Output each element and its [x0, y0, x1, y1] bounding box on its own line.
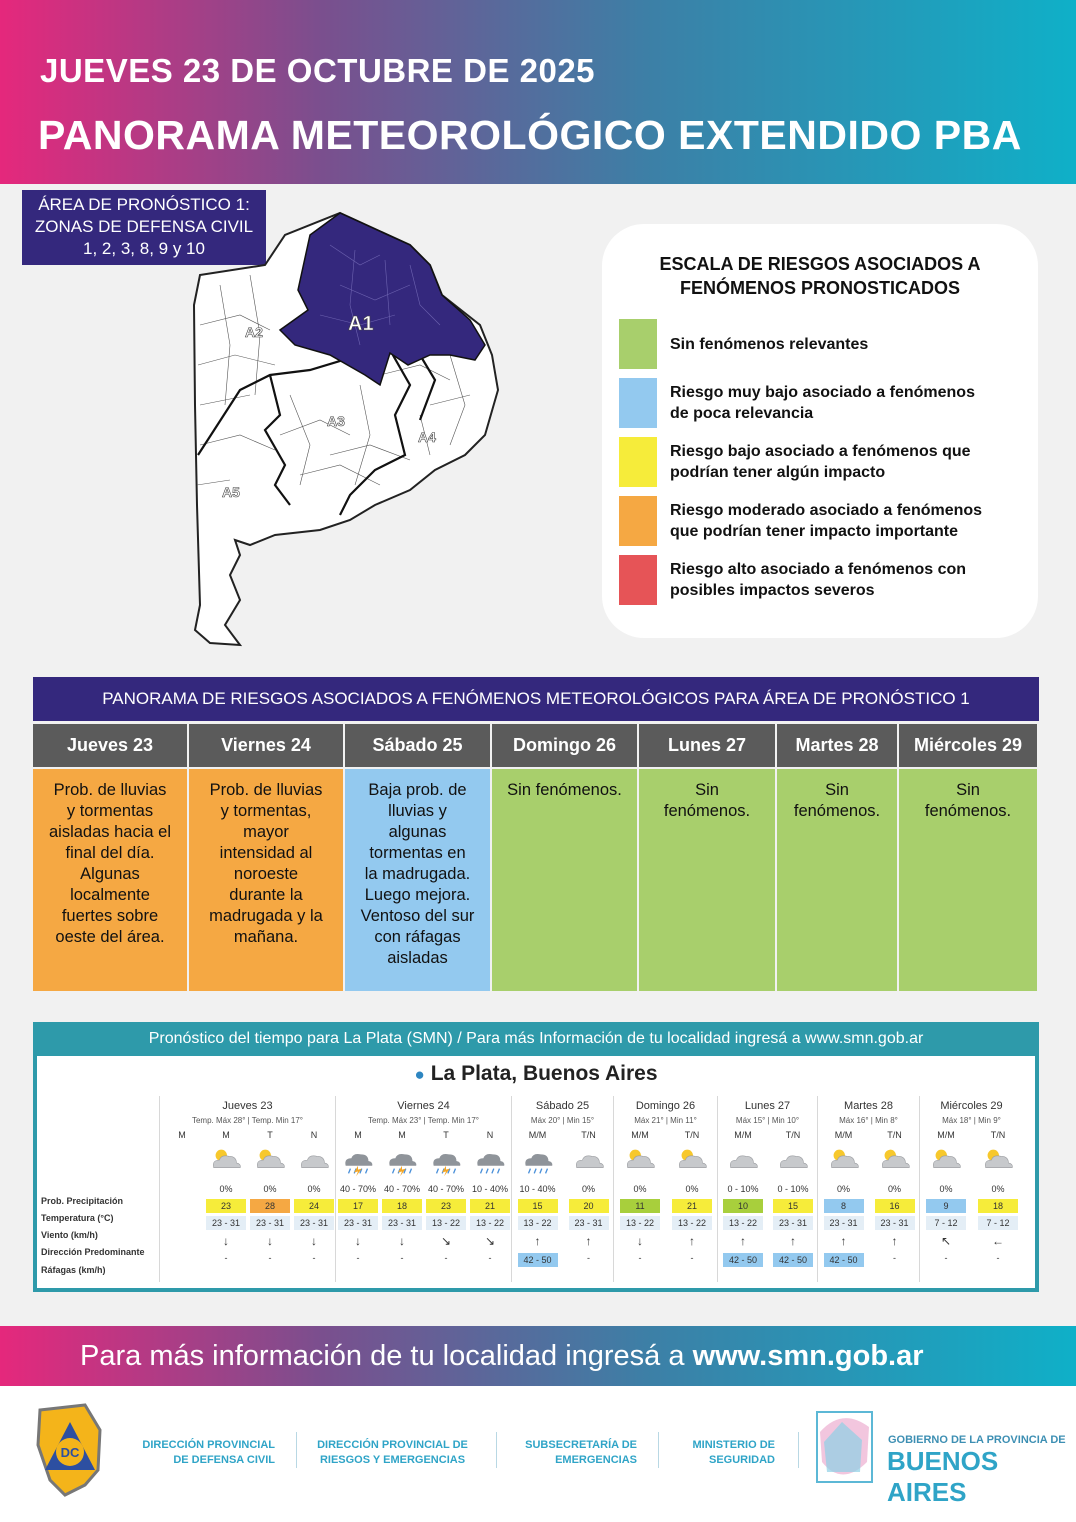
- wind-direction-arrow: ↑: [740, 1234, 746, 1248]
- precip-value: 0 - 10%: [777, 1184, 809, 1194]
- smn-day-temps: Máx 15° | Min 10°: [735, 1116, 800, 1125]
- wind-direction-arrow: ↑: [585, 1234, 592, 1248]
- wind-direction-arrow: ↑: [534, 1234, 541, 1248]
- period-label: M/M: [834, 1130, 853, 1140]
- wind-value: 23 - 31: [875, 1216, 915, 1230]
- page-title: PANORAMA METEOROLÓGICO EXTENDIDO PBA: [38, 112, 1022, 158]
- precip-value: 0%: [581, 1184, 595, 1194]
- period-label: M: [398, 1130, 406, 1140]
- gust-value: -: [312, 1253, 316, 1263]
- risk-day-header: Viernes 24: [189, 724, 343, 767]
- gust-value: -: [893, 1253, 896, 1263]
- risk-description-line: mayor: [243, 823, 289, 841]
- logos-strip: [0, 1386, 1076, 1522]
- risk-description-line: Prob. de lluvias: [53, 781, 167, 799]
- partly-cloudy-icon: [622, 1146, 658, 1178]
- province-shield-logo: [812, 1402, 882, 1492]
- cloudy-icon: [775, 1146, 811, 1178]
- smn-day-name: Domingo 26: [635, 1100, 696, 1112]
- smn-day-name: Miércoles 29: [940, 1100, 1003, 1112]
- dc-badge-text: DC: [60, 1445, 80, 1460]
- smn-day-column: [717, 1096, 817, 1282]
- legend-swatch: [619, 319, 657, 369]
- smn-day-column: [511, 1096, 613, 1282]
- precip-value: 10 - 40%: [519, 1184, 556, 1194]
- smn-location: ● La Plata, Buenos Aires: [414, 1062, 658, 1085]
- partly-cloudy-icon: [877, 1146, 913, 1178]
- smn-day-temps: Máx 21° | Min 11°: [634, 1116, 697, 1125]
- smn-day-temps: Temp. Máx 28° | Temp. Min 17°: [191, 1116, 304, 1125]
- risk-day-column: [777, 724, 897, 991]
- smn-day-column: [613, 1096, 717, 1282]
- wind-direction-arrow: ↓: [311, 1234, 317, 1248]
- temp-value: 15: [773, 1199, 813, 1213]
- gust-value: 42 - 50: [518, 1253, 558, 1267]
- temp-value: 17: [338, 1199, 378, 1213]
- risk-description-line: algunas: [388, 823, 447, 841]
- gust-value: 42 - 50: [824, 1253, 864, 1267]
- period-label: T: [443, 1130, 449, 1140]
- risk-description-line: localmente: [70, 886, 150, 904]
- precip-value: 0%: [263, 1184, 277, 1194]
- cloudy-icon: [296, 1146, 332, 1178]
- period-label: T/N: [684, 1130, 700, 1140]
- divider: [798, 1432, 799, 1468]
- wind-value: 23 - 31: [824, 1216, 864, 1230]
- smn-day-temps: Máx 20° | Min 15°: [530, 1116, 595, 1125]
- period-label: M: [222, 1130, 230, 1140]
- temp-value: 21: [470, 1199, 510, 1213]
- wind-direction-arrow: ↑: [790, 1234, 796, 1248]
- wind-value: 23 - 31: [206, 1216, 246, 1230]
- wind-direction-arrow: ↑: [689, 1234, 695, 1248]
- legend-item: Sin fenómenos relevantes: [619, 319, 1019, 369]
- wind-value: 23 - 31: [382, 1216, 422, 1230]
- wind-value: 13 - 22: [426, 1216, 466, 1230]
- risk-day-column: [189, 724, 343, 991]
- gust-value: -: [587, 1253, 590, 1263]
- period-label: M/M: [937, 1130, 955, 1140]
- rain-icon: [472, 1146, 508, 1178]
- wind-direction-arrow: ←: [992, 1234, 1004, 1248]
- temp-value: 15: [518, 1199, 558, 1213]
- wind-direction-arrow: ↘: [440, 1234, 452, 1248]
- risk-description-line: y tormentas,: [220, 802, 312, 820]
- temp-value: 24: [294, 1199, 334, 1213]
- footer-url-link[interactable]: www.smn.gob.ar: [692, 1340, 924, 1372]
- legend-item: Riesgo bajo asociado a fenómenos que podrían tener algún impacto: [619, 437, 1019, 487]
- storm-icon: [340, 1146, 376, 1178]
- risk-legend: [602, 224, 1038, 638]
- wind-value: 13 - 22: [518, 1216, 558, 1230]
- wind-direction-arrow: ↓: [399, 1234, 405, 1248]
- risk-description-line: Sin: [695, 781, 719, 799]
- wind-value: 13 - 22: [723, 1216, 763, 1230]
- precip-value: 40 - 70%: [427, 1184, 465, 1194]
- precip-value: 10 - 40%: [471, 1184, 509, 1194]
- risk-day-header: Miércoles 29: [899, 724, 1037, 767]
- header-banner: [0, 0, 1076, 184]
- divider: [296, 1432, 297, 1468]
- legend-swatch: [619, 378, 657, 428]
- legend-item: Riesgo muy bajo asociado a fenómenos de poca relevancia: [619, 378, 1019, 428]
- risk-description-line: final del día.: [65, 844, 155, 862]
- smn-day-column: [817, 1096, 919, 1282]
- gov-label-small: GOBIERNO DE LA PROVINCIA DE: [888, 1434, 1066, 1446]
- row-label-direction: Dirección Predominante: [41, 1247, 145, 1257]
- risk-day-column: [33, 724, 187, 991]
- legend-swatch: [619, 496, 657, 546]
- gov-label-big: BUENOS AIRES: [887, 1446, 999, 1507]
- risk-day-description: [345, 769, 490, 991]
- temp-value: 23: [426, 1199, 466, 1213]
- temp-value: 28: [250, 1199, 290, 1213]
- gust-value: -: [996, 1253, 1000, 1263]
- risk-description-line: aisladas: [387, 949, 448, 967]
- area-box-line: ÁREA DE PRONÓSTICO 1:: [38, 195, 250, 214]
- row-label-gusts: Ráfagas (km/h): [41, 1265, 106, 1275]
- wind-direction-arrow: ↑: [840, 1234, 847, 1248]
- gust-value: -: [488, 1253, 492, 1263]
- storm-icon: [428, 1146, 464, 1178]
- risk-day-column: [492, 724, 637, 991]
- risk-description-line: mañana.: [233, 928, 299, 946]
- cloudy-icon: [725, 1146, 761, 1178]
- partly-cloudy-icon: [980, 1146, 1016, 1178]
- rain-icon: [520, 1146, 556, 1178]
- wind-value: 7 - 12: [926, 1216, 966, 1230]
- divider: [658, 1432, 659, 1468]
- precip-value: 0 - 10%: [727, 1184, 759, 1194]
- risk-description-line: aisladas hacia el: [49, 823, 171, 841]
- smn-day-name: Lunes 27: [744, 1100, 791, 1112]
- map-label-a1: A1: [348, 313, 374, 335]
- precip-value: 0%: [219, 1184, 233, 1194]
- map-label-a2: A2: [245, 324, 263, 340]
- wind-direction-arrow: ↓: [223, 1234, 229, 1248]
- precip-value: 0%: [685, 1184, 699, 1194]
- wind-direction-arrow: ↖: [940, 1234, 952, 1248]
- partly-cloudy-icon: [252, 1146, 288, 1178]
- temp-value: 16: [875, 1199, 915, 1213]
- org-emergencias: SUBSECRETARÍA DE EMERGENCIAS: [525, 1439, 637, 1466]
- temp-value: 20: [569, 1199, 609, 1213]
- temp-value: 10: [723, 1199, 763, 1213]
- precip-value: 0%: [939, 1184, 953, 1194]
- period-label: T/N: [785, 1130, 801, 1140]
- precip-value: 40 - 70%: [339, 1184, 377, 1194]
- gust-value: -: [638, 1253, 642, 1263]
- footer-text: Para más información de tu localidad ingresá a: [80, 1340, 693, 1372]
- smn-day-name: Sábado 25: [535, 1100, 590, 1112]
- area-box-line: ZONAS DE DEFENSA CIVIL: [34, 217, 254, 236]
- wind-value: 13 - 22: [672, 1216, 712, 1230]
- period-label: T/N: [990, 1130, 1006, 1140]
- wind-direction-arrow: ↑: [891, 1234, 898, 1248]
- gust-value: -: [444, 1253, 448, 1263]
- map-label-a5: A5: [222, 484, 240, 500]
- risk-description-line: madrugada y la: [209, 907, 323, 925]
- gust-value: -: [224, 1253, 228, 1263]
- period-label: T/N: [581, 1130, 596, 1140]
- wind-value: 23 - 31: [569, 1216, 609, 1230]
- smn-day-temps: Máx 18° | Min 9°: [942, 1116, 1001, 1125]
- smn-panel-header: Pronóstico del tiempo para La Plata (SMN) / Para más Información de tu localidad ingresá a www.smn.gob.ar: [37, 1022, 1035, 1056]
- temp-value: 18: [382, 1199, 422, 1213]
- risk-description-line: intensidad al: [219, 844, 313, 862]
- risk-day-column: [639, 724, 775, 991]
- period-label: N: [310, 1130, 318, 1140]
- period-label: M/M: [734, 1130, 752, 1140]
- wind-direction-arrow: ↓: [355, 1234, 361, 1248]
- partly-cloudy-icon: [826, 1146, 862, 1178]
- risk-description-line: lluvias y: [388, 802, 447, 820]
- precip-value: 0%: [991, 1184, 1005, 1194]
- period-label: M: [178, 1130, 186, 1140]
- smn-day-column: [335, 1096, 511, 1282]
- temp-value: 23: [206, 1199, 246, 1213]
- risk-description-line: fenómenos.: [793, 802, 881, 820]
- wind-value: 23 - 31: [250, 1216, 290, 1230]
- gust-value: -: [268, 1253, 272, 1263]
- risk-day-column: [899, 724, 1037, 991]
- risk-day-description: [189, 769, 343, 991]
- row-label-wind: Viento (km/h): [41, 1230, 98, 1240]
- area-box-line: 1, 2, 3, 8, 9 y 10: [83, 239, 205, 258]
- precip-value: 40 - 70%: [383, 1184, 421, 1194]
- risk-day-description: [639, 769, 775, 991]
- cloudy-icon: [571, 1146, 607, 1178]
- gust-value: 42 - 50: [723, 1253, 763, 1267]
- report-date: JUEVES 23 DE OCTUBRE DE 2025: [40, 52, 596, 89]
- wind-direction-arrow: ↓: [637, 1234, 643, 1248]
- period-label: M: [354, 1130, 362, 1140]
- wind-value: 7 - 12: [978, 1216, 1018, 1230]
- period-label: T: [267, 1130, 273, 1140]
- temp-value: 11: [620, 1199, 660, 1213]
- smn-day-temps: Máx 16° | Min 8°: [839, 1116, 898, 1125]
- temp-value: 9: [926, 1199, 966, 1213]
- risk-table-title: PANORAMA DE RIESGOS ASOCIADOS A FENÓMENOS METEOROLÓGICOS PARA ÁREA DE PRONÓSTICO 1: [33, 677, 1039, 721]
- risk-day-description: [33, 769, 187, 991]
- risk-description-line: tormentas en: [369, 844, 466, 862]
- legend-title: ESCALA DE RIESGOS ASOCIADOS A FENÓMENOS PRONOSTICADOS: [659, 254, 981, 298]
- precip-value: 0%: [887, 1184, 901, 1194]
- gust-value: -: [356, 1253, 360, 1263]
- period-label: M/M: [631, 1130, 649, 1140]
- location-pin-icon: ●: [414, 1065, 425, 1084]
- risk-day-header: Domingo 26: [492, 724, 637, 767]
- wind-value: 23 - 31: [294, 1216, 334, 1230]
- map-label-a4: A4: [418, 429, 436, 445]
- risk-description-line: y tormentas: [66, 802, 154, 820]
- smn-day-temps: Temp. Máx 23° | Temp. Min 17°: [367, 1116, 480, 1125]
- precip-value: 0%: [633, 1184, 647, 1194]
- temp-value: 21: [672, 1199, 712, 1213]
- legend-swatch: [619, 437, 657, 487]
- precip-value: 0%: [307, 1184, 321, 1194]
- risk-description-line: Baja prob. de: [368, 781, 467, 799]
- smn-day-column: [919, 1096, 1023, 1282]
- smn-day-column: [159, 1096, 335, 1282]
- gust-value: 42 - 50: [773, 1253, 813, 1267]
- risk-description-line: la madrugada.: [364, 865, 471, 883]
- risk-day-description: [899, 769, 1037, 991]
- risk-description-line: Algunas: [80, 865, 140, 883]
- gust-value: -: [690, 1253, 694, 1263]
- wind-value: 13 - 22: [470, 1216, 510, 1230]
- org-defensa-civil: DIRECCIÓN PROVINCIAL DE DEFENSA CIVIL: [142, 1439, 275, 1466]
- wind-value: 23 - 31: [338, 1216, 378, 1230]
- smn-day-name: Viernes 24: [397, 1100, 450, 1112]
- risk-day-description: [492, 769, 637, 991]
- wind-direction-arrow: ↘: [484, 1234, 496, 1248]
- smn-day-name: Martes 28: [844, 1100, 893, 1112]
- org-riesgos: DIRECCIÓN PROVINCIAL DE RIESGOS Y EMERGENCIAS: [317, 1439, 468, 1466]
- risk-description-line: Sin: [825, 781, 849, 799]
- legend-item: Riesgo alto asociado a fenómenos con posibles impactos severos: [619, 555, 1019, 605]
- risk-day-header: Sábado 25: [345, 724, 490, 767]
- storm-icon: [384, 1146, 420, 1178]
- wind-value: 13 - 22: [620, 1216, 660, 1230]
- wind-value: 23 - 31: [773, 1216, 813, 1230]
- risk-description-line: Ventoso del sur: [360, 907, 475, 925]
- risk-description-line: con ráfagas: [374, 928, 461, 946]
- legend-item: Riesgo moderado asociado a fenómenos que podrían tener impacto importante: [619, 496, 1019, 546]
- risk-description-line: Prob. de lluvias: [209, 781, 323, 799]
- period-label: M/M: [528, 1130, 547, 1140]
- legend-swatch: [619, 555, 657, 605]
- risk-description-line: Sin: [956, 781, 980, 799]
- risk-description-line: fuertes sobre: [61, 907, 159, 925]
- risk-day-description: [777, 769, 897, 991]
- divider: [496, 1432, 497, 1468]
- smn-day-name: Jueves 23: [222, 1100, 273, 1112]
- defensa-civil-logo: [30, 1400, 110, 1500]
- province-map: [180, 205, 520, 665]
- org-seguridad: MINISTERIO DE SEGURIDAD: [692, 1439, 775, 1466]
- wind-direction-arrow: ↓: [267, 1234, 273, 1248]
- row-label-temp: Temperatura (°C): [41, 1213, 114, 1223]
- smn-forecast-panel: [33, 1022, 1039, 1292]
- risk-day-header: Jueves 23: [33, 724, 187, 767]
- risk-description-line: Sin fenómenos.: [507, 781, 622, 799]
- risk-day-header: Martes 28: [777, 724, 897, 767]
- risk-description-line: fenómenos.: [663, 802, 751, 820]
- risk-day-column: [345, 724, 490, 991]
- risk-description-line: fenómenos.: [924, 802, 1012, 820]
- precip-value: 0%: [836, 1184, 850, 1194]
- risk-description-line: Luego mejora.: [364, 886, 471, 904]
- risk-day-header: Lunes 27: [639, 724, 775, 767]
- gust-value: -: [400, 1253, 404, 1263]
- footer-banner: [0, 1326, 1076, 1386]
- temp-value: 8: [824, 1199, 864, 1213]
- map-label-a3: A3: [327, 413, 345, 429]
- partly-cloudy-icon: [208, 1146, 244, 1178]
- row-label-precip: Prob. Precipitación: [41, 1196, 124, 1206]
- risk-description-line: oeste del área.: [55, 928, 165, 946]
- temp-value: 18: [978, 1199, 1018, 1213]
- risk-description-line: noroeste: [233, 865, 299, 883]
- period-label: T/N: [887, 1130, 902, 1140]
- partly-cloudy-icon: [928, 1146, 964, 1178]
- period-label: N: [486, 1130, 494, 1140]
- partly-cloudy-icon: [674, 1146, 710, 1178]
- gust-value: -: [944, 1253, 948, 1263]
- risk-description-line: durante la: [229, 886, 303, 904]
